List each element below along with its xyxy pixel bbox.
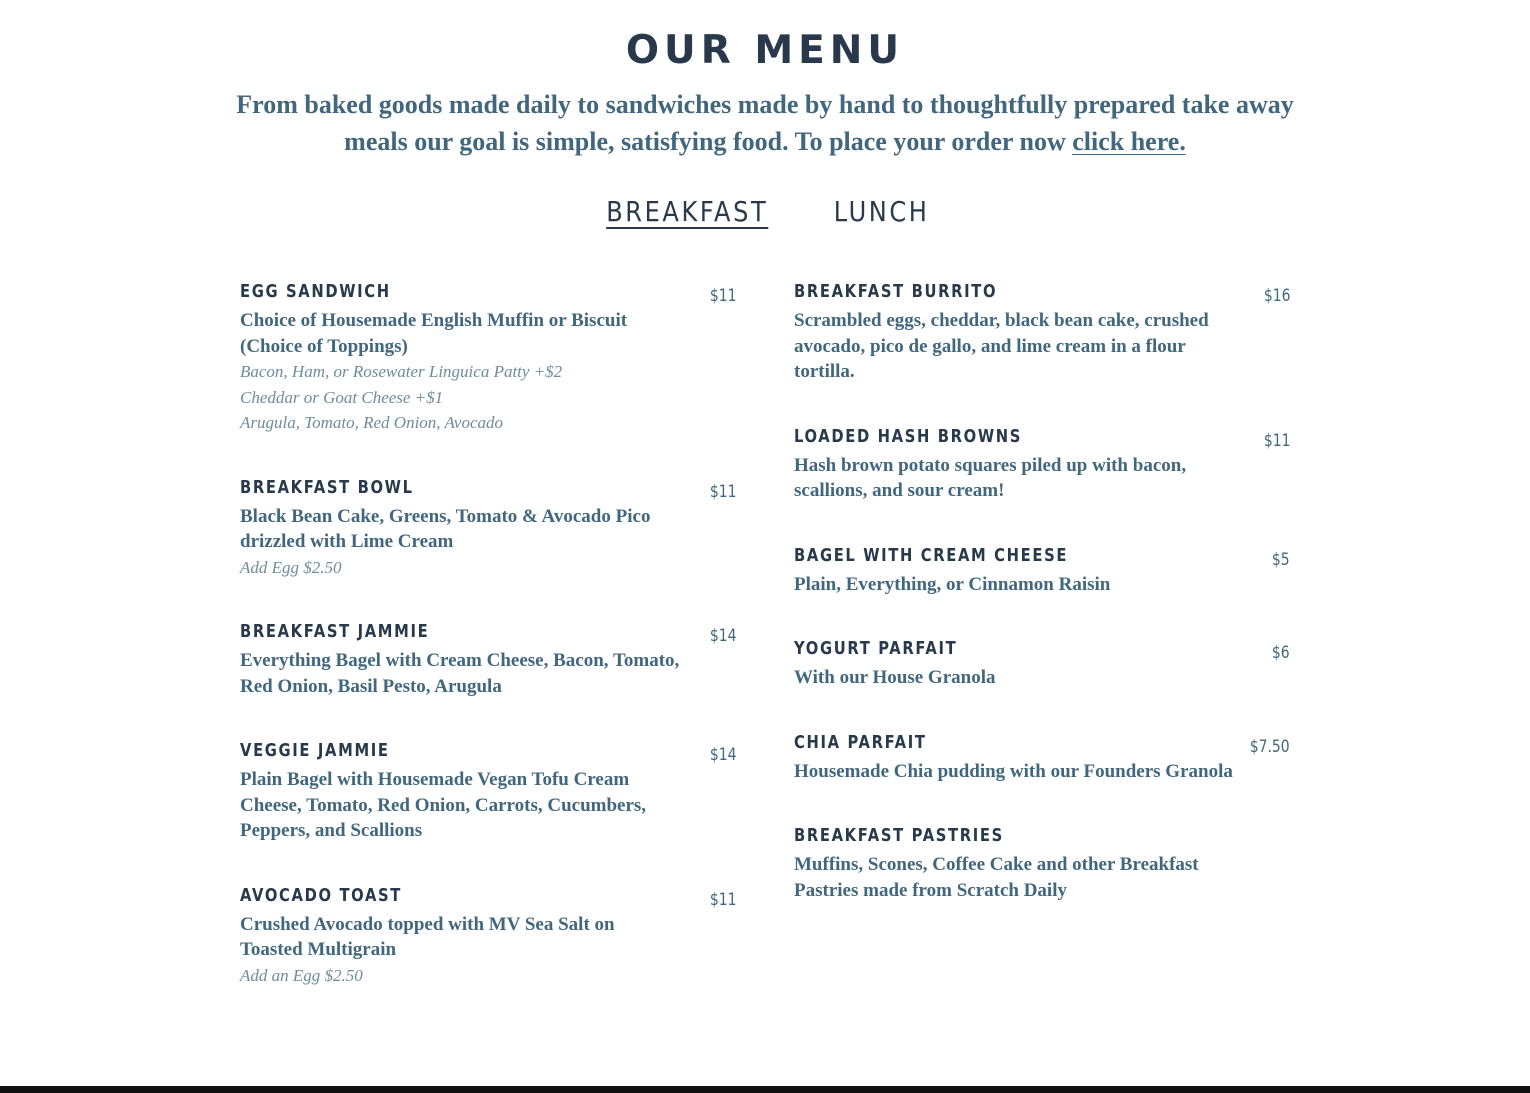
menu-item-breakfast-bowl (240, 476, 736, 581)
menu-item-yogurt-parfait (794, 637, 1290, 691)
item-price: $11 (709, 889, 736, 910)
item-price: $11 (1263, 430, 1290, 451)
menu-column-right (794, 280, 1290, 903)
item-option: Add Egg $2.50 (240, 557, 342, 577)
menu-item-breakfast-jammie (240, 620, 736, 699)
item-price: $11 (709, 286, 736, 306)
page-title: OUR MENU (625, 28, 905, 73)
tab-lunch[interactable]: LUNCH (833, 195, 930, 228)
item-option: Add an Egg $2.50 (240, 965, 363, 985)
item-name: AVOCADO TOAST (240, 884, 402, 906)
menu-item-breakfast-burrito (794, 280, 1290, 385)
item-description: Scrambled eggs, cheddar, black bean cake, crushed avocado, pico de gallo, and lime cream in a flour tortilla. (794, 310, 1209, 382)
item-price: $11 (709, 481, 736, 502)
item-price: $6 (1272, 643, 1290, 663)
item-name: VEGGIE JAMMIE (240, 740, 390, 761)
item-description: Muffins, Scones, Coffee Cake and other Breakfast Pastries made from Scratch Daily (794, 854, 1199, 901)
item-name: EGG SANDWICH (240, 281, 391, 302)
item-price: $16 (1263, 286, 1290, 306)
item-description: Black Bean Cake, Greens, Tomato & Avocado Pico drizzled with Lime Cream (240, 505, 651, 552)
item-description: Plain, Everything, or Cinnamon Raisin (794, 573, 1111, 595)
item-name: YOGURT PARFAIT (794, 638, 958, 659)
footer-bar (0, 1086, 1530, 1093)
item-description: Housemade Chia pudding with our Founders Granola (794, 760, 1233, 782)
item-description: Choice of Housemade English Muffin or Biscuit (Choice of Toppings) (240, 310, 628, 357)
item-option: Bacon, Ham, or Rosewater Linguica Patty +$2 (240, 362, 563, 381)
menu-item-loaded-hash-browns (794, 425, 1290, 504)
item-description: Crushed Avocado topped with MV Sea Salt on Toasted Multigrain (240, 913, 615, 960)
item-description: Hash brown potato squares piled up with bacon, scallions, and sour cream! (794, 454, 1187, 501)
item-name: BREAKFAST BOWL (240, 476, 414, 498)
item-price: $5 (1272, 549, 1290, 570)
intro-text: From baked goods made daily to sandwiches made by hand to thoughtfully prepared take away meals our goal is simple, satisfying food. To place your order now (236, 90, 1294, 156)
item-name: BREAKFAST BURRITO (794, 281, 998, 302)
menu-item-avocado-toast (240, 884, 736, 989)
item-name: BREAKFAST JAMMIE (240, 621, 430, 642)
order-link[interactable]: click here. (1072, 127, 1186, 156)
item-name: CHIA PARFAIT (794, 731, 927, 753)
item-name: BREAKFAST PASTRIES (794, 825, 1004, 846)
item-option: Arugula, Tomato, Red Onion, Avocado (240, 413, 504, 432)
menu-item-chia-parfait (794, 731, 1290, 785)
item-description: Plain Bagel with Housemade Vegan Tofu Cream Cheese, Tomato, Red Onion, Carrots, Cucumbers, Peppers, and Scallions (240, 769, 647, 841)
menu-item-veggie-jammie (240, 739, 736, 844)
item-price: $14 (709, 745, 736, 765)
item-price: $14 (709, 626, 736, 646)
item-description: With our House Granola (794, 667, 996, 688)
item-price: $7.50 (1250, 736, 1290, 757)
item-description: Everything Bagel with Cream Cheese, Bacon, Tomato, Red Onion, Basil Pesto, Arugula (240, 650, 680, 697)
menu-column-left (240, 280, 736, 988)
menu-item-bagel-cream-cheese (794, 544, 1290, 598)
item-name: BAGEL WITH CREAM CHEESE (794, 544, 1069, 566)
item-name: LOADED HASH BROWNS (794, 425, 1023, 447)
menu-item-breakfast-pastries (794, 824, 1290, 903)
tab-breakfast[interactable]: BREAKFAST (606, 195, 769, 228)
menu-item-egg-sandwich (240, 280, 736, 436)
intro-paragraph (230, 86, 1300, 160)
menu-tabs (0, 193, 1530, 231)
item-option: Cheddar or Goat Cheese +$1 (240, 387, 444, 407)
